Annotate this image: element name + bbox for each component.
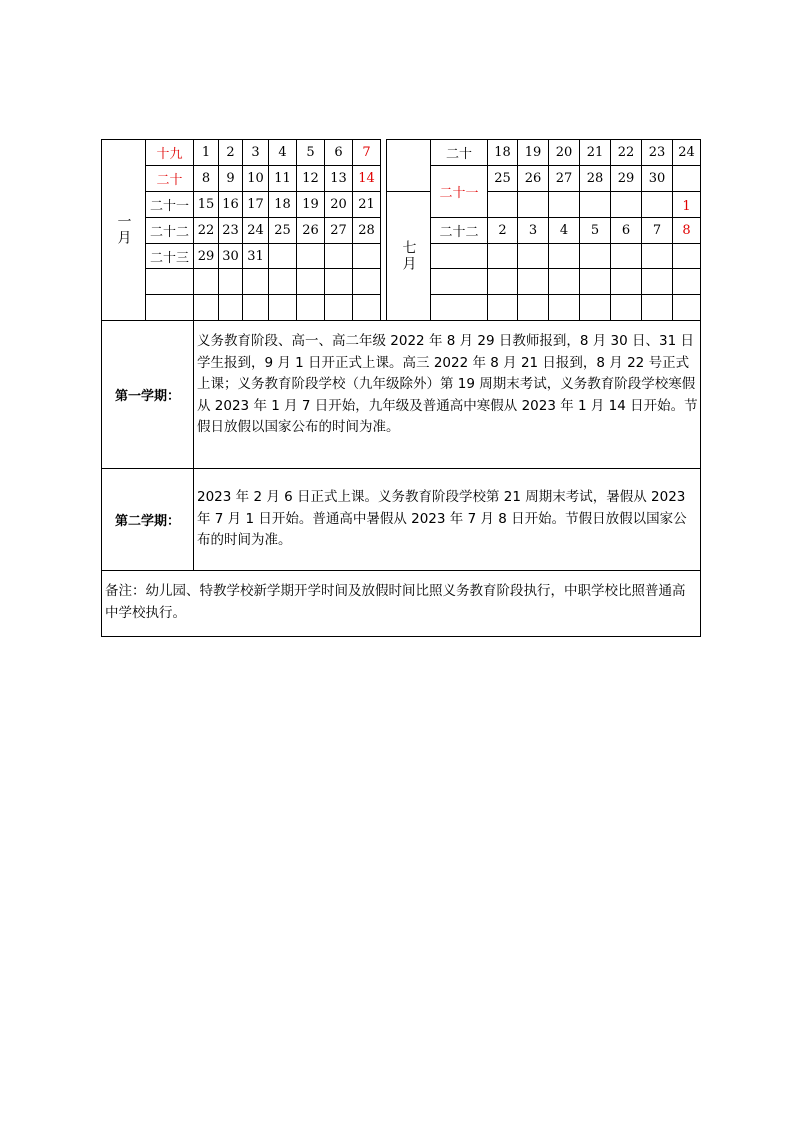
day-cell-text: 24 (247, 223, 264, 238)
week-label-text: 二十一 (149, 199, 189, 214)
day-cell (218, 268, 243, 295)
day-cell (548, 294, 580, 321)
day-cell (641, 191, 673, 218)
day-cell (268, 165, 297, 192)
day-cell (487, 243, 518, 269)
week-label-text: 二十三 (149, 250, 189, 266)
day-cell (517, 165, 549, 192)
day-cell (487, 191, 518, 218)
day-cell (352, 191, 381, 218)
day-cell-text: 23 (222, 223, 239, 238)
day-cell (242, 217, 269, 244)
day-cell (218, 217, 243, 244)
day-cell (517, 268, 549, 295)
day-cell-text: 16 (222, 197, 239, 212)
day-cell-text: 18 (494, 145, 511, 160)
day-cell (242, 191, 269, 218)
day-cell (352, 294, 381, 321)
day-cell (579, 165, 611, 192)
day-cell-text: 31 (247, 248, 264, 264)
day-cell-text: 6 (334, 145, 343, 160)
week-label (145, 165, 194, 192)
day-cell (672, 139, 701, 166)
day-cell (324, 217, 353, 244)
day-cell (296, 139, 325, 166)
day-cell (352, 243, 381, 269)
day-cell (193, 217, 219, 244)
day-cell (672, 294, 701, 321)
day-cell-text: 25 (274, 223, 291, 238)
day-cell-text: 22 (197, 223, 215, 238)
day-cell (487, 139, 518, 166)
day-cell (548, 191, 580, 218)
day-cell (324, 191, 353, 218)
day-cell (487, 294, 518, 321)
day-cell (193, 139, 219, 166)
day-cell (517, 243, 549, 269)
day-cell (242, 268, 269, 295)
day-cell-text: 22 (617, 145, 635, 160)
day-cell-text: 30 (222, 248, 239, 264)
day-cell-text: 17 (247, 197, 264, 212)
week-label (430, 165, 488, 218)
day-cell (672, 217, 701, 244)
day-cell (296, 243, 325, 269)
day-cell-text: 27 (555, 171, 573, 186)
day-cell (352, 139, 381, 166)
day-cell-text: 8 (201, 171, 211, 186)
day-cell-text: 19 (302, 197, 319, 212)
day-cell-text: 21 (586, 145, 604, 160)
day-cell (641, 294, 673, 321)
day-cell (672, 243, 701, 269)
week-label (145, 191, 194, 218)
day-cell (242, 139, 269, 166)
day-cell (610, 217, 642, 244)
day-cell (548, 217, 580, 244)
day-cell-text: 11 (274, 171, 291, 186)
day-cell-text: 7 (652, 223, 662, 238)
semester1-text: 义务教育阶段、高一、高二年级 2022 年 8 月 29 日教师报到，8 月 30 日、31 日学生报到，9 月 1 日开正式上课。高三 2022 年 8 月 21 日报到，8 月 22 号正式上课；义务教育阶段学校（九年级除外）第 19 周期末考试，义务教育阶段学校寒假从 2023 年 1 月 7 日开始，九年级及普通高中寒假从 2023 年 1 月 14 日开始。节假日放假以国家公布的时间为准。 (193, 320, 701, 469)
day-cell (268, 294, 297, 321)
day-cell (268, 217, 297, 244)
day-cell (487, 268, 518, 295)
day-cell (324, 139, 353, 166)
day-cell (242, 294, 269, 321)
note-text: 备注：幼儿园、特教学校新学期开学时间及放假时间比照义务教育阶段执行，中职学校比照普通高中学校执行。 (101, 570, 701, 637)
day-cell (193, 191, 219, 218)
day-cell (324, 243, 353, 269)
week-label (145, 294, 194, 321)
day-cell-text: 18 (274, 197, 291, 212)
month-label-january-text: 一月 (115, 214, 132, 246)
day-cell (268, 243, 297, 269)
day-cell (672, 268, 701, 295)
week-label-text: 二十一 (439, 186, 479, 201)
day-cell-text: 19 (524, 145, 542, 160)
day-cell (610, 139, 642, 166)
month-label-january (101, 139, 146, 321)
day-cell (218, 165, 243, 192)
day-cell-text: 4 (559, 223, 569, 238)
day-cell (579, 191, 611, 218)
semester2-text: 2023 年 2 月 6 日正式上课。义务教育阶段学校第 21 周期末考试，暑假从 2023 年 7 月 1 日开始。普通高中暑假从 2023 年 7 月 8 日开始。节假日放假以国家公布的时间为准。 (193, 468, 701, 571)
day-cell (487, 217, 518, 244)
day-cell (193, 165, 219, 192)
day-cell-text: 8 (682, 223, 691, 238)
semester1-label (101, 320, 194, 469)
day-cell (672, 165, 701, 192)
day-cell-text: 27 (330, 223, 347, 238)
semester1-label-text: 第一学期： (114, 389, 180, 404)
day-cell (517, 191, 549, 218)
day-cell (610, 294, 642, 321)
month-blank-cell (386, 139, 431, 192)
day-cell (579, 217, 611, 244)
day-cell-text: 29 (197, 248, 215, 264)
week-label (430, 243, 488, 269)
day-cell (517, 217, 549, 244)
day-cell (193, 294, 219, 321)
day-cell (548, 243, 580, 269)
day-cell-text: 23 (648, 145, 666, 160)
week-label (430, 294, 488, 321)
day-cell-text: 2 (498, 223, 507, 238)
day-cell (548, 139, 580, 166)
week-label-text: 二十二 (149, 225, 189, 240)
month-label-july-text: 七月 (400, 240, 417, 272)
day-cell-text: 3 (251, 145, 260, 160)
day-cell (352, 268, 381, 295)
day-cell (296, 165, 325, 192)
day-cell (268, 191, 297, 218)
day-cell-text: 30 (648, 171, 666, 186)
day-cell (218, 191, 243, 218)
day-cell (296, 191, 325, 218)
day-cell (242, 243, 269, 269)
day-cell-text: 7 (362, 145, 371, 160)
week-label (430, 217, 488, 244)
day-cell-text: 9 (226, 171, 235, 186)
day-cell (548, 165, 580, 192)
semester2-label-text: 第二学期： (114, 514, 180, 529)
day-cell-text: 26 (524, 171, 542, 186)
week-label (145, 268, 194, 295)
day-cell-text: 3 (528, 223, 538, 238)
day-cell (610, 165, 642, 192)
day-cell (517, 294, 549, 321)
day-cell (579, 243, 611, 269)
day-cell (324, 268, 353, 295)
day-cell (610, 243, 642, 269)
week-label (430, 139, 488, 166)
day-cell-text: 20 (330, 197, 347, 212)
week-label (145, 243, 194, 269)
day-cell (641, 139, 673, 166)
week-label-text: 二十 (156, 173, 183, 188)
day-cell (193, 243, 219, 269)
day-cell (641, 268, 673, 295)
day-cell (610, 268, 642, 295)
day-cell-text: 10 (247, 171, 264, 186)
day-cell (193, 268, 219, 295)
day-cell-text: 15 (197, 197, 215, 212)
day-cell (218, 294, 243, 321)
day-cell (579, 139, 611, 166)
day-cell-text: 1 (201, 145, 211, 160)
day-cell (218, 243, 243, 269)
day-cell-text: 14 (358, 171, 375, 186)
day-cell-text: 21 (358, 197, 375, 212)
day-cell (352, 165, 381, 192)
day-cell (296, 294, 325, 321)
week-label-text: 二十 (445, 147, 472, 162)
day-cell-text: 24 (678, 145, 695, 160)
day-cell-text: 12 (302, 171, 319, 186)
day-cell (324, 165, 353, 192)
day-cell-text: 6 (621, 223, 631, 238)
week-label (145, 217, 194, 244)
day-cell (610, 191, 642, 218)
day-cell-text: 13 (330, 171, 347, 186)
semester2-label (101, 468, 194, 571)
day-cell (268, 268, 297, 295)
day-cell-text: 28 (358, 223, 375, 238)
week-label (145, 139, 194, 166)
day-cell (641, 243, 673, 269)
day-cell (296, 268, 325, 295)
day-cell (218, 139, 243, 166)
day-cell-text: 4 (278, 145, 287, 160)
day-cell (579, 268, 611, 295)
day-cell-text: 2 (226, 145, 235, 160)
day-cell (548, 268, 580, 295)
day-cell (352, 217, 381, 244)
day-cell-text: 20 (555, 145, 573, 160)
day-cell (268, 139, 297, 166)
day-cell-text: 26 (302, 223, 319, 238)
week-label-text: 十九 (156, 147, 183, 162)
day-cell (324, 294, 353, 321)
day-cell (517, 139, 549, 166)
day-cell-text: 29 (617, 171, 635, 186)
day-cell (579, 294, 611, 321)
day-cell-text: 25 (494, 171, 511, 186)
day-cell-text: 5 (590, 223, 600, 238)
day-cell-text: 5 (306, 145, 315, 160)
day-cell-text: 28 (586, 171, 604, 186)
day-cell (296, 217, 325, 244)
week-label-text: 二十二 (439, 225, 479, 240)
day-cell-text: 1 (682, 199, 691, 214)
week-label (430, 268, 488, 295)
day-cell (242, 165, 269, 192)
day-cell (487, 165, 518, 192)
day-cell (641, 217, 673, 244)
day-cell (672, 191, 701, 218)
month-label-july (386, 191, 431, 321)
day-cell (641, 165, 673, 192)
